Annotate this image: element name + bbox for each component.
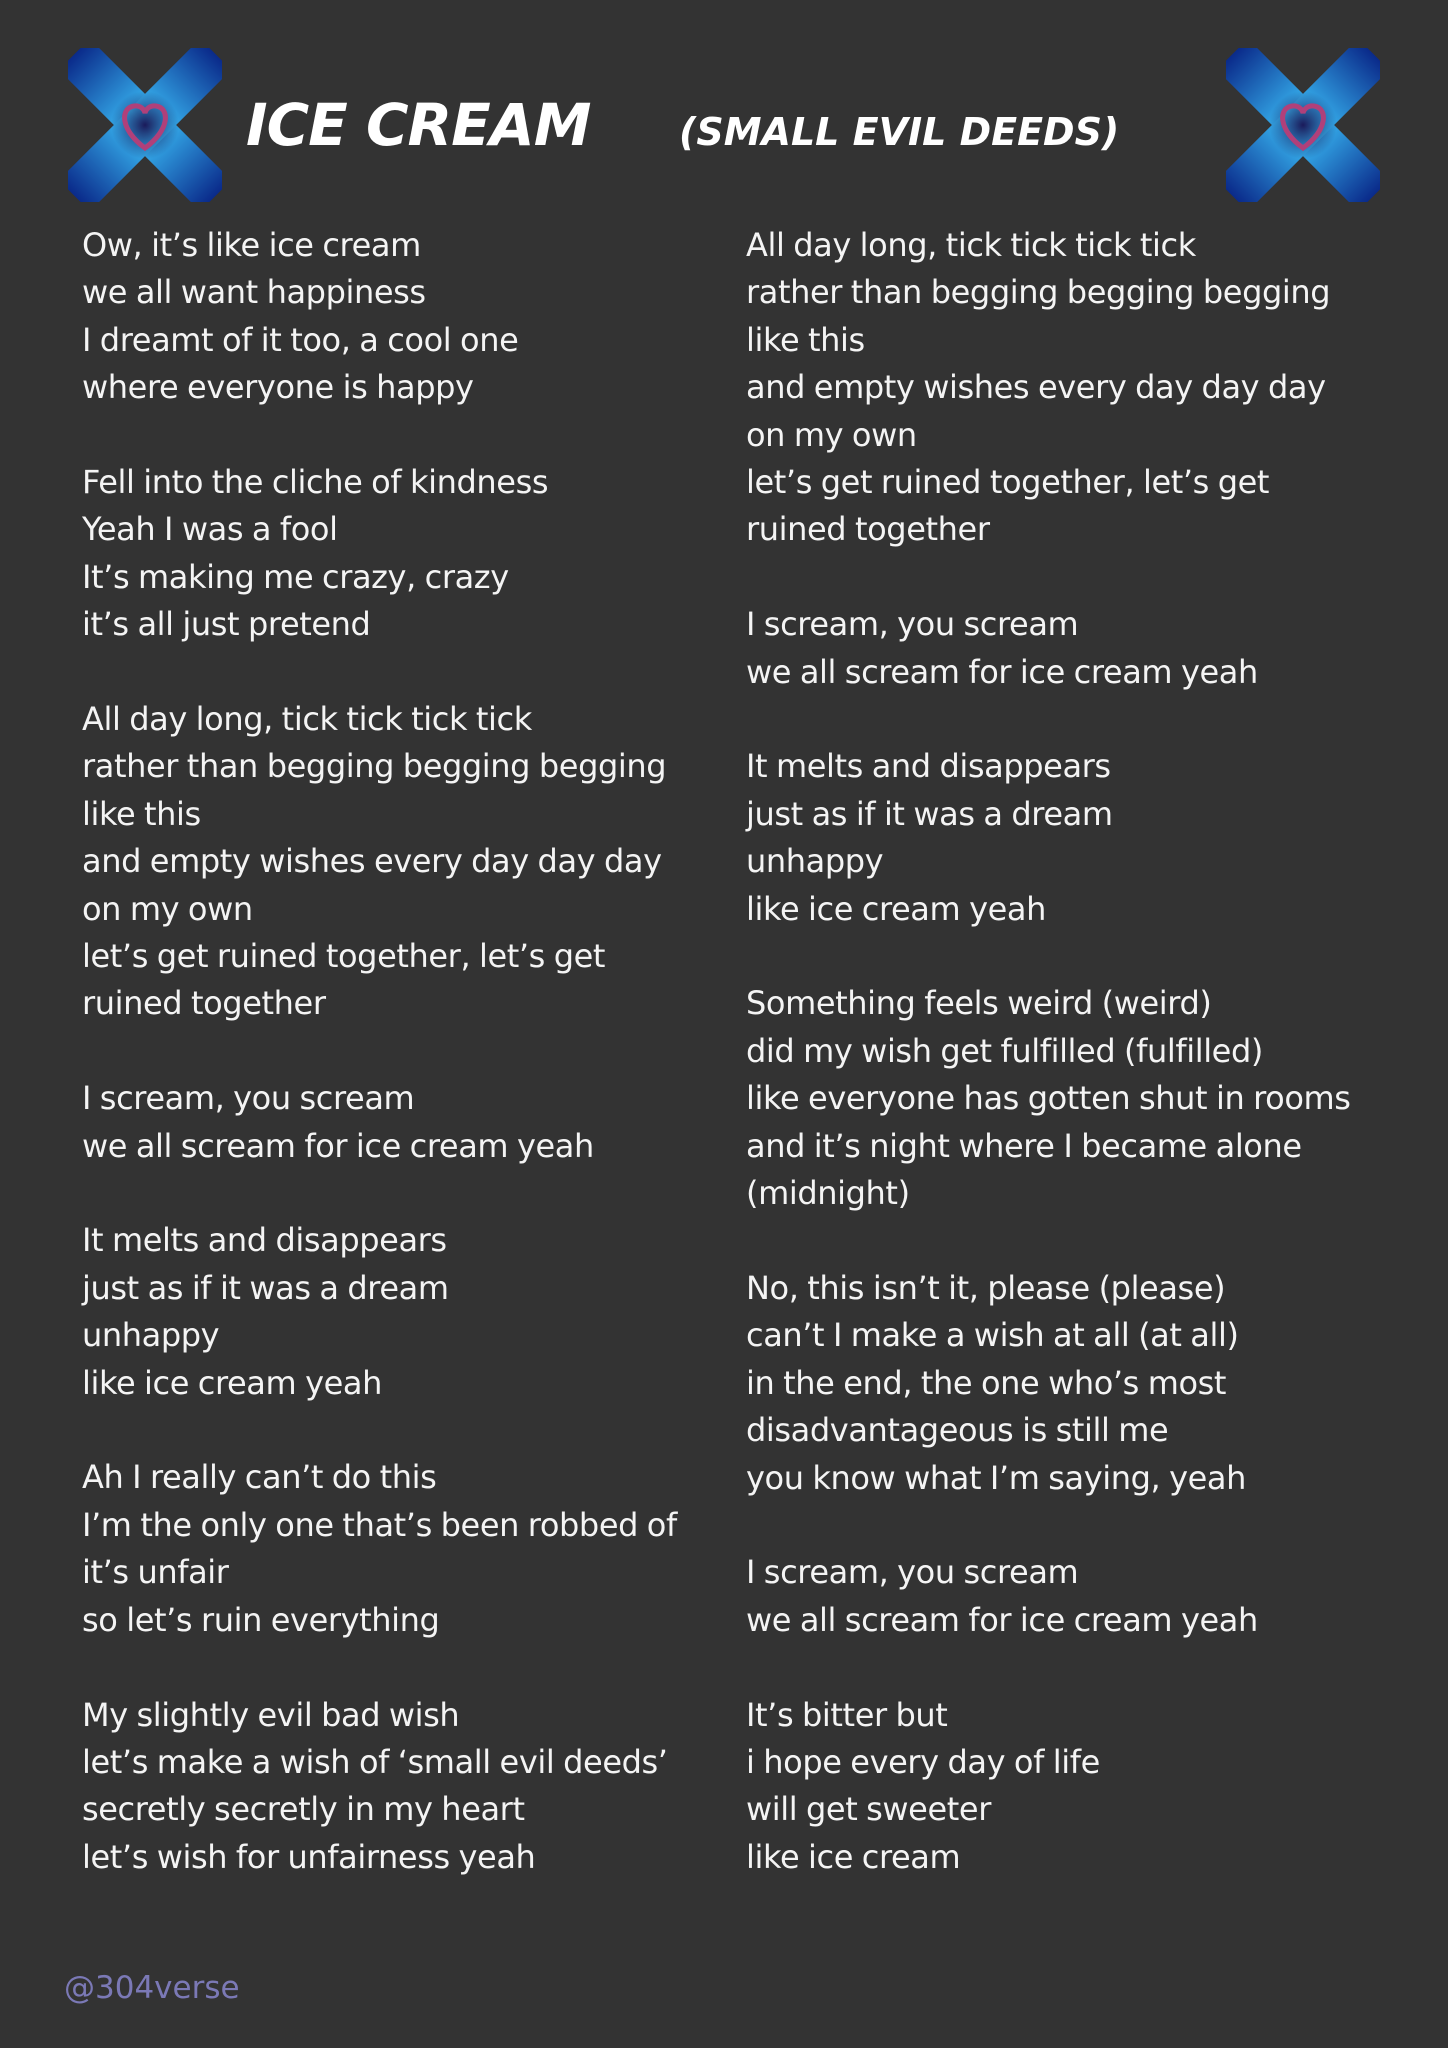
lyric-line: will get sweeter [746, 1790, 991, 1829]
lyric-line: (midnight) [746, 1174, 910, 1213]
lyric-line: we all scream for ice cream yeah [82, 1126, 594, 1165]
lyric-line: It melts and disappears [746, 747, 1111, 786]
lyric-line: on my own [82, 889, 253, 928]
lyric-stanza [82, 459, 722, 649]
lyric-line: All day long, tick tick tick tick [82, 700, 532, 739]
lyric-line: like ice cream yeah [82, 1363, 382, 1402]
lyric-line: i hope every day of life [746, 1742, 1100, 1781]
lyric-line: let’s make a wish of ‘small evil deeds’ [82, 1742, 668, 1781]
lyric-line: in the end, the one who’s most [746, 1363, 1227, 1402]
x-heart-logo-icon [68, 48, 222, 202]
lyric-line: All day long, tick tick tick tick [746, 226, 1196, 264]
lyric-line: rather than begging begging begging [746, 273, 1331, 312]
lyric-line: Something feels weird (weird) [746, 984, 1212, 1023]
lyric-line: rather than begging begging begging [82, 747, 667, 786]
lyric-line: ruined together [82, 984, 326, 1023]
lyric-line: just as if it was a dream [82, 1268, 449, 1307]
lyric-stanza [82, 1454, 722, 1644]
lyric-stanza [746, 601, 1406, 696]
lyric-line: like everyone has gotten shut in rooms [746, 1079, 1351, 1118]
lyric-line: unhappy [746, 842, 884, 881]
lyric-line: Fell into the cliche of kindness [82, 463, 549, 502]
lyric-line: It’s making me crazy, crazy [82, 557, 509, 596]
lyric-line: It melts and disappears [82, 1221, 447, 1260]
lyric-line: unhappy [82, 1316, 220, 1355]
lyrics-column-left [82, 222, 722, 1929]
lyric-line: It’s bitter but [746, 1695, 948, 1734]
lyric-line: let’s get ruined together, let’s get [82, 937, 606, 976]
lyric-line: My slightly evil bad wish [82, 1695, 460, 1734]
lyric-line: it’s all just pretend [82, 605, 371, 644]
lyric-stanza [82, 222, 722, 412]
lyric-stanza [746, 743, 1406, 933]
lyric-line: on my own [746, 415, 917, 454]
lyric-line: we all want happiness [82, 273, 426, 312]
lyric-stanza [82, 696, 722, 1028]
lyric-line: I scream, you scream [746, 605, 1079, 644]
lyric-stanza [746, 1692, 1406, 1882]
lyric-line: Yeah I was a fool [82, 510, 338, 549]
lyric-line: did my wish get fulfilled (fulfilled) [746, 1031, 1263, 1070]
song-title: ICE CREAM [246, 91, 591, 159]
lyric-stanza [746, 1549, 1406, 1644]
lyric-line: like this [82, 794, 201, 833]
lyric-line: disadvantageous is still me [746, 1411, 1169, 1450]
lyric-line: like this [746, 320, 865, 359]
lyric-line: like ice cream [746, 1837, 961, 1876]
lyric-line: so let’s ruin everything [82, 1600, 440, 1639]
lyric-stanza [82, 1217, 722, 1407]
lyric-line: let’s wish for unfairness yeah [82, 1837, 536, 1876]
lyric-stanza [746, 980, 1406, 1217]
lyric-line: just as if it was a dream [746, 794, 1113, 833]
lyric-line: No, this isn’t it, please (please) [746, 1268, 1226, 1307]
lyric-line: it’s unfair [82, 1553, 229, 1592]
lyric-line: where everyone is happy [82, 368, 474, 407]
lyric-line: I’m the only one that’s been robbed of [82, 1505, 677, 1544]
lyric-line: can’t I make a wish at all (at all) [746, 1316, 1239, 1355]
lyric-line: I scream, you scream [82, 1079, 415, 1118]
lyric-line: let’s get ruined together, let’s get [746, 463, 1270, 502]
lyric-line: you know what I’m saying, yeah [746, 1458, 1247, 1497]
lyric-line: ruined together [746, 510, 990, 549]
lyric-stanza [746, 222, 1406, 554]
lyric-line: secretly secretly in my heart [82, 1790, 525, 1829]
lyric-stanza [746, 1265, 1406, 1502]
x-heart-logo-icon [1226, 48, 1380, 202]
lyrics-column-right [746, 222, 1406, 1929]
lyric-line: Ah I really can’t do this [82, 1458, 437, 1497]
lyric-line: we all scream for ice cream yeah [746, 1600, 1258, 1639]
lyric-line: and it’s night where I became alone [746, 1126, 1302, 1165]
lyric-line: like ice cream yeah [746, 889, 1046, 928]
watermark-handle: @304verse [64, 1970, 240, 2006]
lyric-line: and empty wishes every day day day [746, 368, 1326, 407]
lyric-stanza [82, 1692, 722, 1882]
lyric-line: I scream, you scream [746, 1553, 1079, 1592]
lyric-line: I dreamt of it too, a cool one [82, 320, 519, 359]
lyric-line: Ow, it’s like ice cream [82, 226, 421, 264]
song-subtitle: (SMALL EVIL DEEDS) [679, 110, 1120, 154]
lyric-line: and empty wishes every day day day [82, 842, 662, 881]
lyric-line: we all scream for ice cream yeah [746, 652, 1258, 691]
lyric-stanza [82, 1075, 722, 1170]
